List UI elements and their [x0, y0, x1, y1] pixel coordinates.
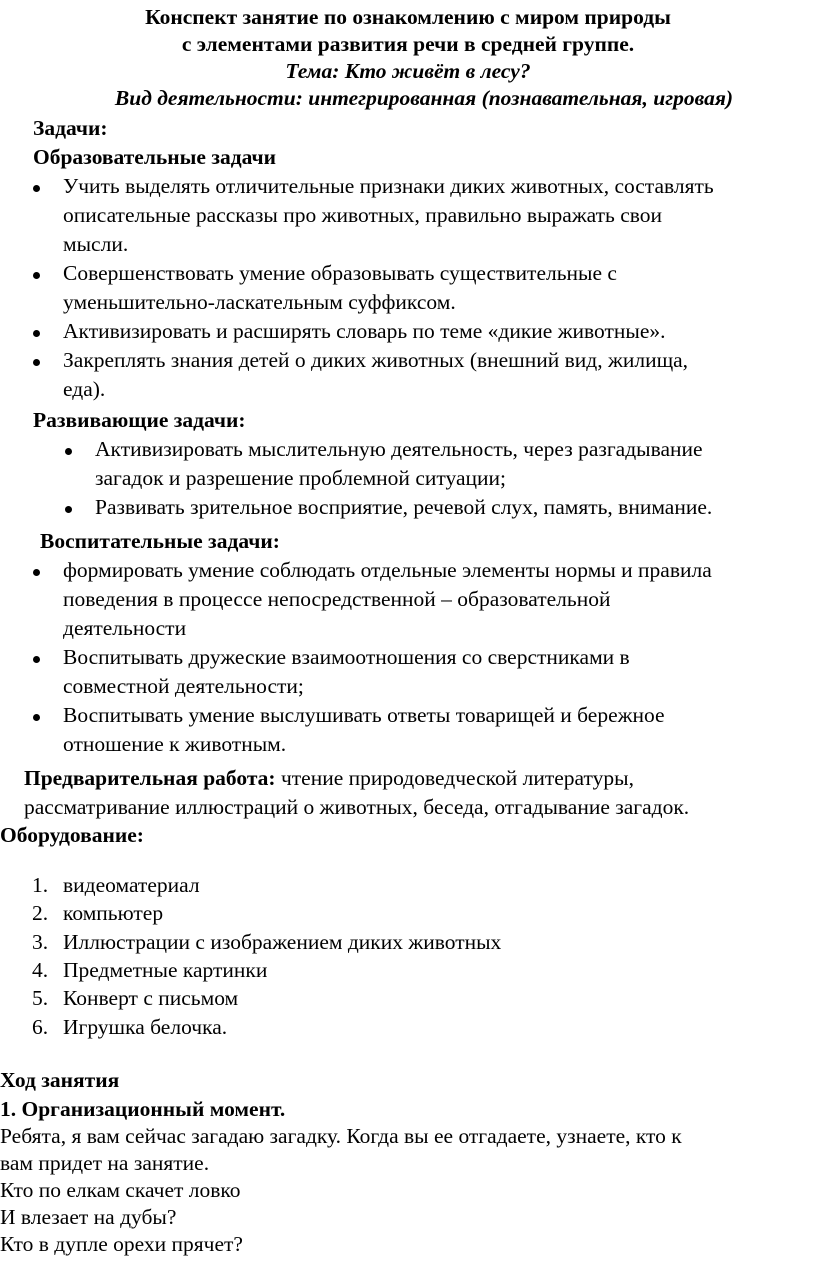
- edu-task-item-line: еда).: [63, 377, 106, 401]
- upb-task-item-line: Воспитывать дружеские взаимоотношения со сверстниками в: [63, 645, 630, 669]
- dev-tasks-heading: Развивающие задачи:: [33, 408, 246, 432]
- upb-task-bullet-icon: [33, 569, 40, 576]
- dev-task-bullet-icon: [65, 506, 72, 513]
- edu-task-item-line: Закреплять знания детей о диких животных (внешний вид, жилища,: [63, 348, 689, 372]
- upb-task-item-line: Воспитывать умение выслушивать ответы товарищей и бережное: [63, 703, 665, 727]
- dev-task-bullet-icon: [65, 448, 72, 455]
- dev-task-item-line: Развивать зрительное восприятие, речевой слух, память, внимание.: [95, 495, 713, 519]
- prelim-work-text-1: чтение природоведческой литературы,: [275, 766, 634, 790]
- equipment-item: компьютер: [63, 901, 164, 926]
- doc-title-line-1: Конспект занятие по ознакомлению с миром природы: [145, 5, 671, 29]
- equipment-item-number: 3.: [32, 929, 49, 954]
- edu-task-bullet-icon: [33, 272, 40, 279]
- course-step-1: 1. Организационный момент.: [0, 1097, 286, 1121]
- doc-activity-type: Вид деятельности: интегрированная (познавательная, игровая): [114, 86, 734, 110]
- equipment-item-number: 5.: [32, 986, 49, 1011]
- upb-task-bullet-icon: [33, 656, 40, 663]
- edu-task-item-line: Активизировать и расширять словарь по теме «дикие животные».: [63, 319, 666, 343]
- upb-task-item-line: формировать умение соблюдать отдельные элементы нормы и правила: [63, 558, 712, 582]
- course-text-line: Ребята, я вам сейчас загадаю загадку. Когда вы ее отгадаете, узнаете, кто к: [0, 1124, 682, 1148]
- prelim-work-label: Предварительная работа:: [24, 766, 276, 790]
- prelim-work-line-2: рассматривание иллюстраций о животных, беседа, отгадывание загадок.: [24, 795, 690, 819]
- upb-task-item-line: совместной деятельности;: [63, 674, 304, 698]
- equipment-item: Игрушка белочка.: [63, 1014, 228, 1039]
- equipment-item-number: 6.: [32, 1014, 49, 1039]
- equipment-item: видеоматериал: [63, 873, 200, 897]
- edu-task-item-line: Совершенствовать умение образовывать существительные с: [63, 261, 617, 285]
- equipment-item: Конверт с письмом: [63, 986, 239, 1011]
- upb-task-item-line: поведения в процессе непосредственной – образовательной: [63, 587, 611, 611]
- equipment-item: Иллюстрации с изображением диких животных: [63, 929, 502, 954]
- edu-task-bullet-icon: [33, 185, 40, 192]
- upb-task-item-line: отношение к животным.: [63, 732, 287, 756]
- course-text-line: Кто по елкам скачет ловко: [0, 1178, 241, 1202]
- course-heading: Ход занятия: [0, 1068, 120, 1092]
- dev-task-item-line: Активизировать мыслительную деятельность, через разгадывание: [95, 437, 703, 461]
- upb-tasks-heading: Воспитательные задачи:: [40, 529, 280, 553]
- equipment-item-number: 2.: [32, 901, 49, 926]
- edu-task-bullet-icon: [33, 359, 40, 366]
- edu-task-item-line: описательные рассказы про животных, правильно выражать свои: [63, 203, 663, 227]
- course-text-line: Кто в дупле орехи прячет?: [0, 1232, 243, 1256]
- equipment-heading: Оборудование:: [0, 823, 144, 847]
- edu-task-item-line: уменьшительно-ласкательным суффиксом.: [63, 290, 456, 314]
- edu-task-bullet-icon: [33, 330, 40, 337]
- doc-title-line-2: с элементами развития речи в средней группе.: [181, 32, 635, 56]
- tasks-heading: Задачи:: [33, 116, 108, 140]
- upb-task-item-line: деятельности: [63, 616, 187, 640]
- upb-task-bullet-icon: [33, 714, 40, 721]
- equipment-item-number: 4.: [32, 957, 49, 982]
- prelim-work-line-1: [24, 764, 634, 793]
- equipment-item: Предметные картинки: [63, 957, 268, 982]
- doc-theme: Тема: Кто живёт в лесу?: [285, 59, 531, 83]
- edu-tasks-heading: Образовательные задачи: [33, 145, 277, 169]
- course-text-line: вам придет на занятие.: [0, 1151, 210, 1175]
- equipment-item-number: 1.: [32, 873, 49, 897]
- dev-task-item-line: загадок и разрешение проблемной ситуации;: [95, 466, 506, 490]
- edu-task-item-line: Учить выделять отличительные признаки диких животных, составлять: [63, 174, 714, 198]
- course-text-line: И влезает на дубы?: [0, 1205, 177, 1229]
- edu-task-item-line: мысли.: [63, 232, 129, 256]
